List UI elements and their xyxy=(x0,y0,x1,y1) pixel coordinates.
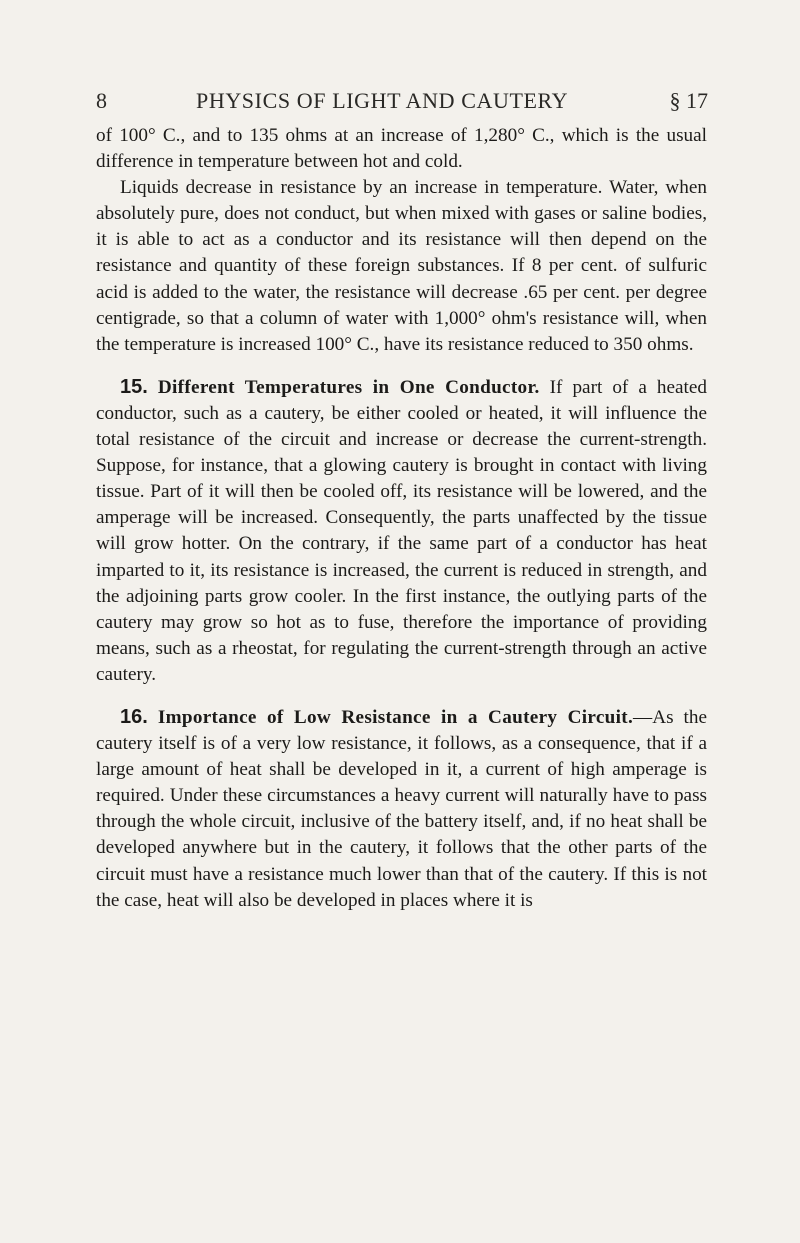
section-number: 15. xyxy=(120,375,148,398)
section-heading: Different Temperatures in One Conductor. xyxy=(157,376,540,398)
section-text: If part of a heated conductor, such as a cautery, be either cooled or heated, it will influence the total resistance of the circuit and increase or decrease the current-strength. Suppose, for instance, that a glowing cautery is brought in contact with living tissue. Part of it will then be cooled off, its resistance will be lowered, and the amperage will be increased. Consequently, the parts unaffected by the tissue will grow hotter. On the contrary, if the same part of a conductor has heat imparted to it, its resistance is increased, the current is reduced in strength, and the adjoining parts grow cooler. In the first instance, the outlying parts of the cautery may grow so hot as to fuse, therefore the importance of providing means, such as a rheostat, for regulating the current-strength through an active cautery. xyxy=(96,376,707,685)
section-number: 16. xyxy=(120,705,148,728)
section-15 xyxy=(96,374,707,688)
running-head xyxy=(96,86,708,116)
body-text xyxy=(96,123,707,914)
paragraph-continued: of 100° C., and to 135 ohms at an increase of 1,280° C., which is the usual difference in temperature between hot and cold. xyxy=(96,125,707,173)
page-number: 8 xyxy=(96,88,107,113)
section-heading: Importance of Low Resistance in a Cautery Circuit. xyxy=(157,706,634,728)
paragraph-liquids: Liquids decrease in resistance by an increase in temperature. Water, when absolutely pure, does not conduct, but when mixed with gases or saline bodies, it is able to act as a conductor and its resistance will then depend on the resistance and quantity of these foreign substances. If 8 per cent. of sulfuric acid is added to the water, the resistance will decrease .65 per cent. per degree centigrade, so that a column of water with 1,000° ohm's resistance will, when the temperature is increased 100° C., have its resistance reduced to 350 ohms. xyxy=(96,177,707,355)
running-title: PHYSICS OF LIGHT AND CAUTERY xyxy=(196,88,569,113)
section-text: —As the cautery itself is of a very low resistance, it follows, as a consequence, that if a large amount of heat shall be developed in it, a current of high amperage is required. Under these circumstances a heavy current will naturally have to pass through the whole circuit, inclusive of the battery itself, and, if no heat shall be developed anywhere but in the cautery, it follows that the other parts of the circuit must have a resistance much lower than that of the cautery. If this is not the case, heat will also be developed in places where it is xyxy=(96,706,707,911)
section-16 xyxy=(96,704,707,914)
section-mark: § 17 xyxy=(669,88,708,113)
